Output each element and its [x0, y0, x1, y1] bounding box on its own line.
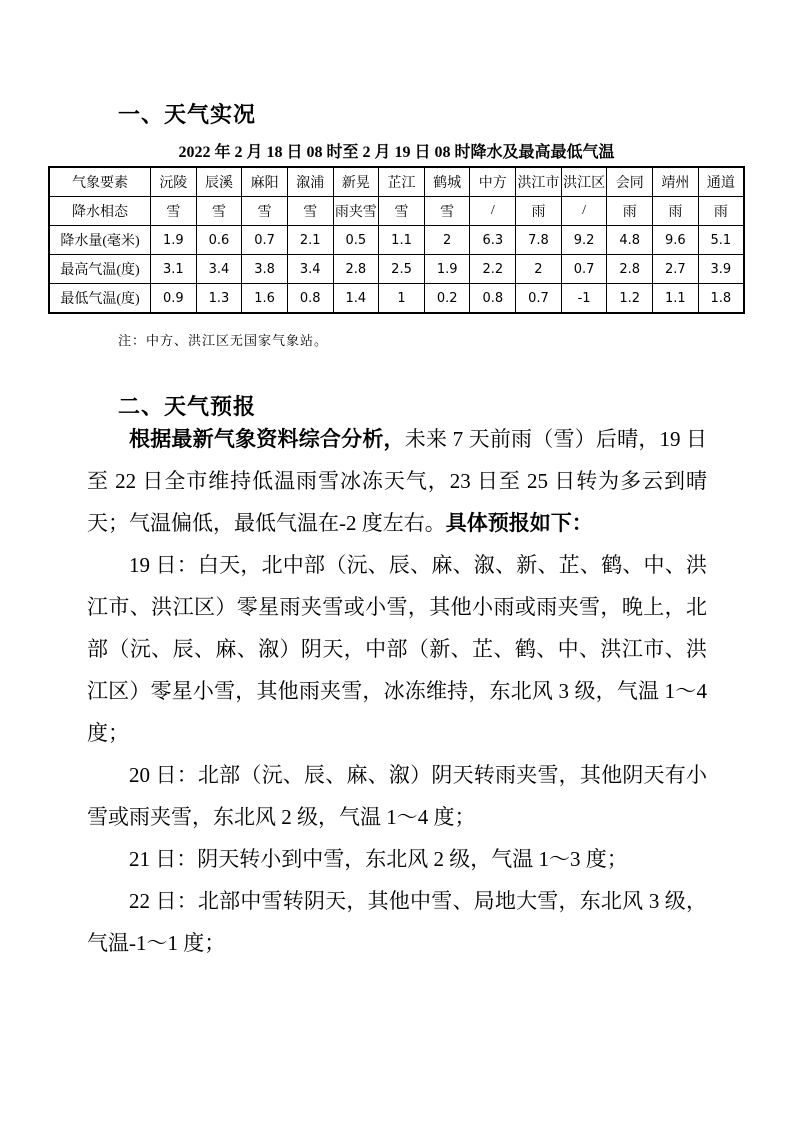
value-cell: 雪 — [196, 197, 242, 226]
value-cell: -1 — [561, 284, 607, 314]
value-cell: 0.6 — [196, 226, 242, 255]
table-header-station-cell: 鹤城 — [424, 167, 470, 197]
value-cell: 1.6 — [242, 284, 288, 314]
value-cell: 3.4 — [196, 255, 242, 284]
value-cell: 0.8 — [287, 284, 333, 314]
value-cell: 0.7 — [242, 226, 288, 255]
value-cell: 6.3 — [470, 226, 516, 255]
table-header-station-cell: 溆浦 — [287, 167, 333, 197]
forecast-day-paragraph: 21 日：阴天转小到中雪，东北风 2 级，气温 1～3 度； — [129, 847, 628, 871]
forecast-intro-paragraph — [87, 418, 707, 544]
table-header-station-cell: 新晃 — [333, 167, 379, 197]
value-cell: 2 — [424, 226, 470, 255]
value-cell: 雪 — [151, 197, 197, 226]
value-cell: 0.8 — [470, 284, 516, 314]
value-cell: 雨 — [698, 197, 744, 226]
value-cell: 雪 — [287, 197, 333, 226]
value-cell: 2.5 — [379, 255, 425, 284]
table-header-station-cell: 会同 — [607, 167, 653, 197]
value-cell: 0.7 — [561, 255, 607, 284]
table-header-station-cell: 靖州 — [653, 167, 699, 197]
value-cell: 5.1 — [698, 226, 744, 255]
value-cell: 1.1 — [379, 226, 425, 255]
forecast-day-paragraph: 19 日：白天，北中部（沅、辰、麻、溆、新、芷、鹤、中、洪江市、洪江区）零星雨夹雪或小雪，其他小雨或雨夹雪，晚上，北部（沅、辰、麻、溆）阴天，中部（新、芷、鹤、中、洪江市、洪江区）零星小雪，其他雨夹雪，冰冻维持，东北风 3 级，气温 1～4 度； — [87, 553, 707, 745]
value-cell: 0.5 — [333, 226, 379, 255]
value-cell: / — [470, 197, 516, 226]
table-note: 注：中方、洪江区无国家气象站。 — [118, 333, 329, 348]
table-header-station-cell: 沅陵 — [151, 167, 197, 197]
value-cell: 1.3 — [196, 284, 242, 314]
value-cell: 1 — [379, 284, 425, 314]
table-header-station-cell: 芷江 — [379, 167, 425, 197]
value-cell: 2.2 — [470, 255, 516, 284]
table-header-station-cell: 洪江市 — [516, 167, 562, 197]
value-cell: 9.2 — [561, 226, 607, 255]
value-cell: 3.8 — [242, 255, 288, 284]
value-cell: 0.2 — [424, 284, 470, 314]
section2-heading: 二、天气预报 — [118, 394, 257, 419]
table-row — [49, 226, 744, 255]
value-cell: / — [561, 197, 607, 226]
value-cell: 7.8 — [516, 226, 562, 255]
table-row — [49, 197, 744, 226]
value-cell: 雪 — [424, 197, 470, 226]
value-cell: 3.9 — [698, 255, 744, 284]
table-header-factor-cell: 气象要素 — [49, 167, 151, 197]
row-label-cell: 降水相态 — [49, 197, 151, 226]
table-header-station-cell: 洪江区 — [561, 167, 607, 197]
value-cell: 1.4 — [333, 284, 379, 314]
table-header-station-cell: 中方 — [470, 167, 516, 197]
table-header-station-cell: 麻阳 — [242, 167, 288, 197]
forecast-days-container — [87, 544, 707, 964]
value-cell: 1.1 — [653, 284, 699, 314]
value-cell: 雨 — [653, 197, 699, 226]
value-cell: 雪 — [379, 197, 425, 226]
forecast-intro-lead: 根据最新气象资料综合分析， — [129, 427, 405, 451]
row-label-cell: 降水量(毫米) — [49, 226, 151, 255]
table-row — [49, 255, 744, 284]
forecast-day-paragraph: 22 日：北部中雪转阴天，其他中雪、局地大雪，东北风 3 级，气温-1～1 度； — [87, 889, 707, 955]
weather-table — [48, 166, 745, 314]
value-cell: 2.8 — [607, 255, 653, 284]
forecast-day-paragraph: 20 日：北部（沅、辰、麻、溆）阴天转雨夹雪，其他阴天有小雪或雨夹雪，东北风 2 级，气温 1～4 度； — [87, 763, 707, 829]
forecast-intro-tail: 具体预报如下： — [445, 511, 593, 535]
value-cell: 2.1 — [287, 226, 333, 255]
value-cell: 1.9 — [151, 226, 197, 255]
value-cell: 2 — [516, 255, 562, 284]
value-cell: 1.2 — [607, 284, 653, 314]
value-cell: 雪 — [242, 197, 288, 226]
value-cell: 3.4 — [287, 255, 333, 284]
table-title: 2022 年 2 月 18 日 08 时至 2 月 19 日 08 时降水及最高最低气温 — [178, 144, 615, 161]
section1-heading: 一、天气实况 — [118, 102, 257, 127]
value-cell: 1.8 — [698, 284, 744, 314]
forecast-text-block — [87, 418, 707, 964]
table-header-row — [49, 167, 744, 197]
value-cell: 2.8 — [333, 255, 379, 284]
value-cell: 雨 — [516, 197, 562, 226]
table-row — [49, 284, 744, 314]
value-cell: 雨 — [607, 197, 653, 226]
value-cell: 1.9 — [424, 255, 470, 284]
value-cell: 0.9 — [151, 284, 197, 314]
value-cell: 0.7 — [516, 284, 562, 314]
value-cell: 2.7 — [653, 255, 699, 284]
value-cell: 9.6 — [653, 226, 699, 255]
row-label-cell: 最低气温(度) — [49, 284, 151, 314]
row-label-cell: 最高气温(度) — [49, 255, 151, 284]
forecast-intro-body: 未来 7 天前雨（雪）后晴，19 日至 22 日全市维持低温雨雪冰冻天气，23 日至 25 日转为多云到晴天；气温偏低，最低气温在-2 度左右。 — [87, 427, 708, 535]
value-cell: 4.8 — [607, 226, 653, 255]
value-cell: 3.1 — [151, 255, 197, 284]
table-header-station-cell: 辰溪 — [196, 167, 242, 197]
value-cell: 雨夹雪 — [333, 197, 379, 226]
table-header-station-cell: 通道 — [698, 167, 744, 197]
